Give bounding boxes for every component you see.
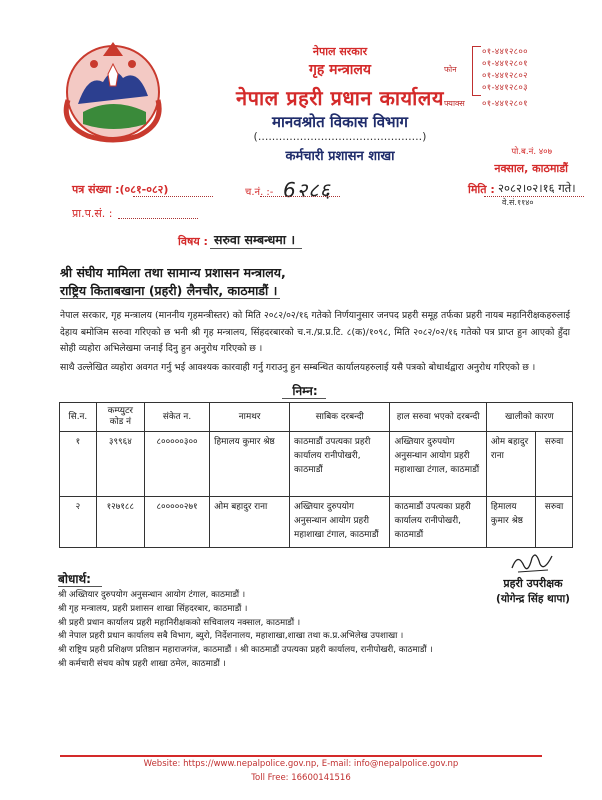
reference-rule <box>133 196 213 197</box>
office-title: नेपाल प्रहरी प्रधान कार्यालय <box>236 86 444 110</box>
cell-new-post: अख्तियार दुरुपयोग अनुसन्धान आयोग प्रहरी महाशाखा टंगाल, काठमाडौं <box>390 432 486 497</box>
cell-vacancy-reason: सरुवा <box>536 497 573 548</box>
signature-mark <box>508 548 556 576</box>
phone-number: ०१-४४१२८०३ <box>482 83 528 93</box>
table-row <box>60 432 573 497</box>
cell-symbol: ८०००००२७१ <box>144 497 209 548</box>
fax-label: फ्याक्स <box>444 99 465 108</box>
receipt-label: प्रा.प.सं. : <box>72 207 113 220</box>
cell-serial: २ <box>60 497 97 548</box>
date-subscript: वे.सं.११४० <box>502 198 534 207</box>
date-label: मिति : <box>468 183 495 196</box>
phone-number: ०१-४४१२८०० <box>482 47 528 57</box>
department-title: मानवश्रोत विकास विभाग <box>272 113 408 131</box>
col-header: खालीको कारण <box>486 403 572 432</box>
government-label: नेपाल सरकार <box>312 45 368 58</box>
phone-number: ०१-४४१२८०१ <box>482 59 528 69</box>
cc-item: श्री गृह मन्त्रालय, प्रहरी प्रशासन शाखा सिंहदरबार, काठमाडौं । <box>58 603 248 614</box>
cc-item: श्री नेपाल प्रहरी प्रधान कार्यालय सबै विभाग, ब्युरो, निर्देशनालय, महाशाखा,शाखा तथा क.प्र.अभिलेख उपशाखा । <box>58 631 404 642</box>
subject-text: सरुवा सम्बन्धमा । <box>214 232 296 247</box>
cc-item: श्री अख्तियार दुरुपयोग अनुसन्धान आयोग टंगाल, काठमाडौं । <box>58 590 246 600</box>
cell-vacancy-name: ओम बहादुर राना <box>486 432 535 497</box>
ministry-label: गृह मन्त्रालय <box>308 62 372 78</box>
subject-label: विषय : <box>178 235 208 248</box>
cc-list <box>58 589 498 672</box>
cc-item: श्री कर्मचारी संचय कोष प्रहरी शाखा ठमेल, काठमाडौं । <box>58 658 226 669</box>
addressee-line: श्री संघीय मामिला तथा सामान्य प्रशासन मन्त्रालय, <box>60 265 286 280</box>
phone-bracket <box>472 46 481 96</box>
dispatch-number: 6२८६ <box>283 178 331 202</box>
date-rule <box>484 196 584 197</box>
cell-code: ३९९६४ <box>96 432 144 497</box>
footer-rule <box>60 755 542 757</box>
cc-item: श्री राष्ट्रिय प्रहरी प्रशिक्षण प्रतिष्ठान महाराजगंज, काठमाडौं । श्री काठमाडौं उपत्यका प्रहरी कार्यालय, रानीपोखरी, काठमाडौं । <box>58 645 433 656</box>
phone-label: फोन <box>444 65 457 74</box>
col-header: कम्प्युटर कोड नं <box>96 403 144 432</box>
signatory-name: (योगेन्द्र सिंह थापा) <box>496 593 570 605</box>
dispatch-rule <box>260 196 340 197</box>
table-header-row <box>60 403 573 432</box>
signatory-title: प्रहरी उपरीक्षक <box>503 577 563 590</box>
placeholder-line: (...............................................) <box>253 130 427 143</box>
cc-title: बोधार्थ: <box>58 572 91 586</box>
col-header: साबिक दरबन्दी <box>290 403 390 432</box>
table-row <box>60 497 573 548</box>
cell-serial: १ <box>60 432 97 497</box>
cell-previous-post: अख्तियार दुरुपयोग अनुसन्धान आयोग प्रहरी महाशाखा टंगाल, काठमाडौं <box>290 497 390 548</box>
cc-title-underline <box>58 586 102 587</box>
cell-name: हिमालय कुमार श्रेष्ठ <box>210 432 290 497</box>
cell-symbol: ८०००००३०० <box>144 432 209 497</box>
receipt-rule <box>118 218 198 219</box>
col-header: नामथर <box>210 403 290 432</box>
cc-item: श्री प्रहरी प्रधान कार्यालय प्रहरी महानिरीक्षकको सचिवालय नक्साल, काठमाडौं । <box>58 617 301 628</box>
office-location: नक्साल, काठमाडौं <box>494 162 568 175</box>
cell-previous-post: काठमाडौं उपत्यका प्रहरी कार्यालय रानीपोखरी, काठमाडौं <box>290 432 390 497</box>
footer-contact: Website: https://www.nepalpolice.gov.np, E-mail: info@nepalpolice.gov.np <box>143 759 459 769</box>
list-title: निम्न: <box>292 384 318 398</box>
transfer-table <box>59 402 573 548</box>
dispatch-label: च.नं. :- <box>245 187 274 198</box>
addressee-line: राष्ट्रिय किताबखाना (प्रहरी) लैनचौर, काठमाडौं । <box>60 283 278 298</box>
subject-underline <box>210 248 302 249</box>
footer-tollfree: Toll Free: 16600141516 <box>251 773 351 783</box>
col-header: सि.न. <box>60 403 97 432</box>
cell-vacancy-name: हिमालय कुमार श्रेष्ठ <box>486 497 535 548</box>
addressee-underline <box>60 298 280 299</box>
phone-number: ०१-४४१२८०२ <box>482 71 528 81</box>
section-title: कर्मचारी प्रशासन शाखा <box>285 149 395 164</box>
list-title-underline <box>282 398 326 399</box>
date-value: २०८२।०२।१६ गते। <box>498 181 576 195</box>
cell-code: १२७१८८ <box>96 497 144 548</box>
reference-number: पत्र संख्या :(०८१-०८२) <box>72 183 169 196</box>
cell-vacancy-reason: सरुवा <box>536 432 573 497</box>
cell-new-post: काठमाडौं उपत्यका प्रहरी कार्यालय रानीपोखरी, काठमाडौं <box>390 497 486 548</box>
po-box: पो.ब.नं. ४०७ <box>511 147 552 157</box>
col-header: संकेत न. <box>144 403 209 432</box>
col-header: हाल सरुवा भएको दरबन्दी <box>390 403 486 432</box>
body-paragraph: साथै उल्लेखित व्यहोरा अवगत गर्नु भई आवश्यक कारवाही गर्नु गराउनु हुन सम्बन्धित कार्यालयहरुलाई यसै पत्रको बोधार्थद्वारा अनुरोध गरिएको छ । <box>60 362 536 373</box>
body-paragraph: नेपाल सरकार, गृह मन्त्रालय (माननीय गृहमन्त्रीस्तर) को मिति २०८२/०२/१६ गतेको निर्णयानुसार जनपद प्रहरी समूह तर्फका प्रहरी नायब महानिरीक्षकहरुलाई देहाय बमोजिम सरुवा गरिएको छ भनी श्री गृह मन्त्रालय, सिंहदरबारको च.न./प्र.प्र.टि. ८(क)/१०९८, मिति २०८२/०२/१६ गतेको पत्र प्राप्त हुन आएको हुँदा सोही व्यहोरा अभिलेखमा जनाई दिनु हुन अनुरोध गरिएको छ । <box>60 310 570 354</box>
fax-number: ०१-४४१२८०१ <box>482 99 528 109</box>
contact-block <box>444 46 564 110</box>
cell-name: ओम बहादुर राना <box>210 497 290 548</box>
nepal-emblem-logo <box>58 34 168 146</box>
